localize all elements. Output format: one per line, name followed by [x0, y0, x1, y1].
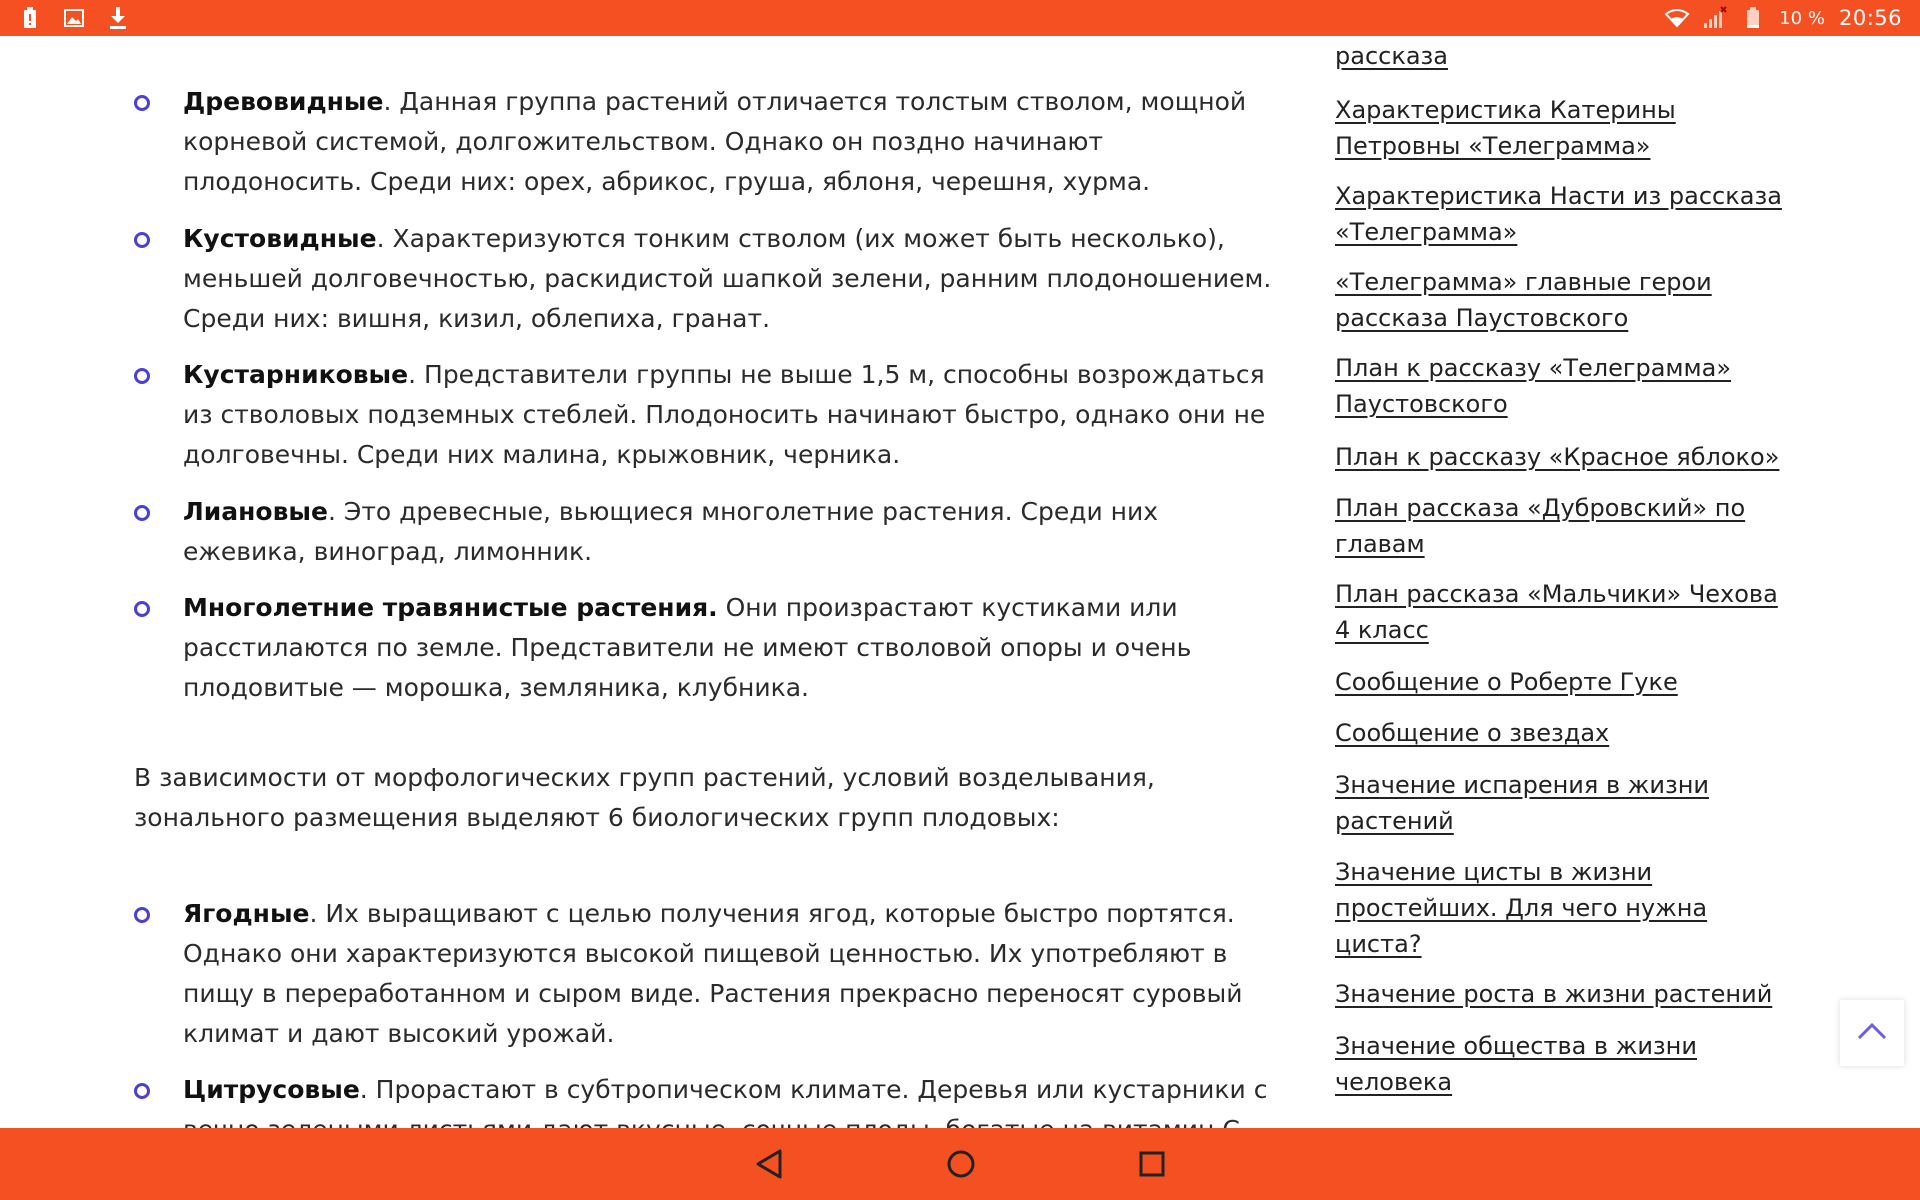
sidebar-link[interactable]: План рассказа «Мальчики» Чехова 4 класс [1335, 580, 1778, 644]
sidebar-link[interactable]: Характеристика Катерины Петровны «Телеграмма» [1335, 96, 1676, 160]
list-item-text: . Их выращивают с целью получения ягод, которые быстро портятся. Однако они характеризуются высокой пищевой ценностью. Их употребляют в пищу в переработанном и сыром виде. Растения прекрасно переносят суровый климат и дают высокий урожай. [183, 899, 1243, 1048]
list-item-term: Ягодные [183, 899, 310, 928]
status-system [1665, 6, 1902, 30]
sidebar-link[interactable]: Значение испарения в жизни растений [1335, 771, 1710, 835]
list-item-term: Лиановые [183, 497, 328, 526]
paragraph: В зависимости от морфологических групп растений, условий возделывания, зонального размещения выделяют 6 биологических групп плодовых: [134, 763, 1155, 832]
list-item [134, 492, 1283, 572]
list-item-term: Древовидные [183, 87, 384, 116]
chevron-up-icon [1857, 1022, 1887, 1044]
sidebar-link[interactable]: Значение цисты в жизни простейших. Для чего нужна циста? [1335, 858, 1708, 958]
bullet-circle-icon [134, 907, 150, 923]
status-notifications [18, 6, 130, 30]
home-icon[interactable] [943, 1146, 979, 1182]
scroll-to-top-button[interactable] [1840, 1000, 1904, 1066]
sidebar-link[interactable]: Сообщение о звездах [1335, 719, 1610, 747]
list-item-text: . Прорастают в субтропическом климате. Деревья или кустарники с [359, 1075, 1268, 1104]
sidebar-link[interactable]: Сообщение о Роберте Гуке [1335, 668, 1678, 696]
list-item-text: . Характеризуются тонким стволом (их может быть несколько), меньшей долговечностью, раскидистой шапкой зелени, ранним плодоношением. Среди них: вишня, кизил, облепиха, гранат. [183, 224, 1272, 333]
sidebar-link[interactable]: Значение общества в жизни человека [1335, 1032, 1697, 1096]
list-item-term: Кустовидные [183, 224, 377, 253]
battery-alert-icon [18, 6, 42, 30]
back-icon[interactable] [751, 1146, 787, 1182]
list-item [134, 82, 1283, 202]
sidebar-link[interactable]: рассказа [1335, 42, 1449, 70]
bullet-circle-icon [134, 1083, 150, 1099]
list-item-term: Многолетние травянистые растения. [183, 593, 718, 622]
bullet-circle-icon [134, 505, 150, 521]
sidebar-link[interactable]: План к рассказу «Красное яблоко» [1335, 443, 1780, 471]
clock: 20:56 [1838, 6, 1902, 30]
download-icon [106, 6, 130, 30]
page-content[interactable] [0, 36, 1920, 1128]
bullet-circle-icon [134, 95, 150, 111]
recents-icon[interactable] [1134, 1146, 1170, 1182]
sidebar-link[interactable]: Значение роста в жизни растений [1335, 980, 1773, 1008]
battery-icon [1741, 6, 1765, 30]
list-item-term: Цитрусовые [183, 1075, 360, 1104]
list-item-term: Кустарниковые [183, 360, 409, 389]
sidebar-link[interactable]: План рассказа «Дубровский» по главам [1335, 494, 1746, 558]
list-item-text: . Представители группы не выше 1,5 м, способны возрождаться из стволовых подземных стеблей. Плодоносить начинают быстро, однако они не долговечны. Среди них малина, крыжовник, черника. [183, 360, 1266, 469]
wifi-icon [1665, 6, 1689, 30]
bullet-circle-icon [134, 368, 150, 384]
sidebar-link[interactable]: План к рассказу «Телеграмма» Паустовского [1335, 354, 1732, 418]
list-item [134, 894, 1283, 1054]
list-item-text: . Данная группа растений отличается толстым стволом, мощной корневой системой, долгожительством. Однако он поздно начинают плодоносить. Среди них: орех, абрикос, груша, яблоня, черешня, хурма. [183, 87, 1247, 196]
image-icon [62, 6, 86, 30]
battery-percent: 10 % [1779, 7, 1825, 29]
bullet-circle-icon [134, 232, 150, 248]
list-item [134, 219, 1283, 339]
sidebar-link[interactable]: «Телеграмма» главные герои рассказа Паустовского [1335, 268, 1712, 332]
bullet-circle-icon [134, 601, 150, 617]
sidebar-link[interactable]: Характеристика Насти из рассказа «Телеграмма» [1335, 182, 1782, 246]
list-item-text: Они произрастают кустиками или расстилаются по земле. Представители не имеют стволовой опоры и очень плодовитые — морошка, земляника, клубника. [183, 593, 1192, 702]
list-item [134, 355, 1283, 475]
signal-icon [1703, 6, 1727, 30]
list-item-text: . Это древесные, вьющиеся многолетние растения. Среди них ежевика, виноград, лимонник. [183, 497, 1159, 566]
navigation-bar [0, 1128, 1920, 1200]
list-item [134, 588, 1283, 708]
status-bar [0, 0, 1920, 36]
